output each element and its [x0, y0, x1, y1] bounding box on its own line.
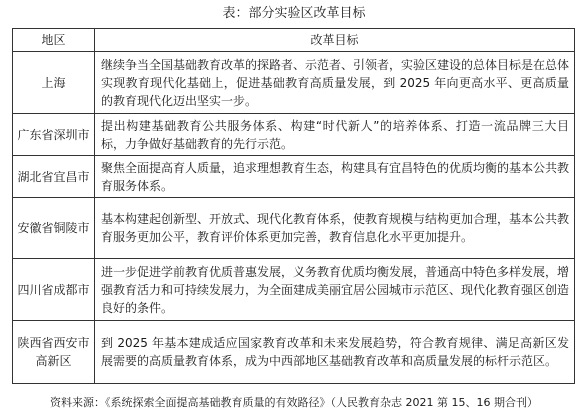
- table-row: [13, 114, 575, 156]
- header-goal: 改革目标: [95, 29, 575, 52]
- goal-cell: 到 2025 年基本建成适应国家教育改革和未来发展趋势，符合教育规律、满足高新区发展需要的高质量教育体系，成为中西部地区基础教育改革和高质量发展的标杆示范区。: [95, 321, 575, 384]
- region-cell: 安徽省铜陵市: [13, 198, 95, 259]
- region-cell: 上海: [13, 52, 95, 114]
- goal-cell: 聚焦全面提高育人质量，追求理想教育生态，构建具有宜昌特色的优质均衡的基本公共教育服务体系。: [95, 156, 575, 198]
- table-header-row: [13, 29, 575, 52]
- region-cell: 湖北省宜昌市: [13, 156, 95, 198]
- table-row: [13, 259, 575, 321]
- table-caption: 表：部分实验区改革目标: [222, 6, 366, 21]
- source-note: 资料来源：《系统探索全面提高基础教育质量的有效路径》（人民教育杂志 2021 第 15、16 期合刊）: [50, 396, 538, 409]
- goal-cell: 继续争当全国基础教育改革的探路者、示范者、引领者，实验区建设的总体目标是在总体实现教育现代化基础上，促进基础教育高质量发展，到 2025 年向更高水平、更高质量的教育现代化迈出坚实一步。: [95, 52, 575, 114]
- table-row: [13, 321, 575, 384]
- goal-cell: 提出构建基础教育公共服务体系、构建“时代新人”的培养体系、打造一流品牌三大目标，力争做好基础教育的先行示范。: [95, 114, 575, 156]
- table-row: [13, 52, 575, 114]
- region-cell: 四川省成都市: [13, 259, 95, 321]
- table-row: [13, 198, 575, 259]
- goal-cell: 基本构建起创新型、开放式、现代化教育体系，使教育规模与结构更加合理，基本公共教育服务更加公平，教育评价体系更加完善，教育信息化水平更加提升。: [95, 198, 575, 259]
- region-cell: 陕西省西安市高新区: [13, 321, 95, 384]
- header-region: 地区: [13, 29, 95, 52]
- goal-cell: 进一步促进学前教育优质普惠发展，义务教育优质均衡发展，普通高中特色多样发展，增强教育活力和可持续发展力，为全面建成美丽宜居公园城市示范区、现代化教育强区创造良好的条件。: [95, 259, 575, 321]
- region-cell: 广东省深圳市: [13, 114, 95, 156]
- table-row: [13, 156, 575, 198]
- reform-goals-table: [12, 28, 575, 384]
